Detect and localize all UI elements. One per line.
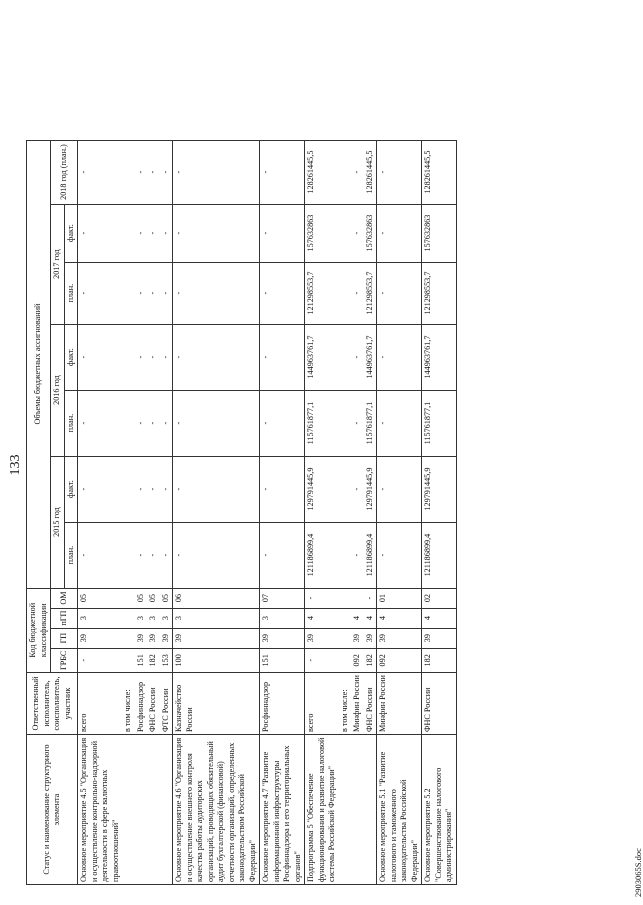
cell-pgp: 3 xyxy=(135,608,148,628)
cell-2015-plan: - xyxy=(135,522,148,588)
cell-2017-plan: 121298553,7 xyxy=(305,262,339,324)
cell-gp: 39 xyxy=(147,628,160,648)
header-plan: план. xyxy=(64,262,78,324)
cell-om xyxy=(122,588,135,608)
cell-2016-fact xyxy=(122,324,135,390)
cell-2015-fact: - xyxy=(78,456,123,522)
cell-om xyxy=(351,588,364,608)
cell-pgp xyxy=(122,608,135,628)
cell-2016-fact xyxy=(339,324,352,390)
table-row xyxy=(78,140,123,884)
cell-2015-fact xyxy=(339,456,352,522)
cell-2017-fact: 157632863 xyxy=(305,204,339,262)
cell-name xyxy=(147,735,160,885)
cell-executor: ФНС России xyxy=(364,673,377,735)
cell-grbs: 151 xyxy=(260,648,305,672)
table-row xyxy=(147,140,160,884)
cell-2015-fact: - xyxy=(260,456,305,522)
cell-2016-plan: - xyxy=(160,390,173,456)
cell-om: 02 xyxy=(422,588,457,608)
cell-2017-fact: - xyxy=(377,204,422,262)
cell-om: 07 xyxy=(260,588,305,608)
cell-gp: 39 xyxy=(364,628,377,648)
page-number: 133 xyxy=(8,454,23,476)
cell-gp: 39 xyxy=(135,628,148,648)
table-row xyxy=(364,140,377,884)
header-pgp: пГП xyxy=(51,608,78,628)
cell-om: 05 xyxy=(147,588,160,608)
cell-executor: Минфин России xyxy=(351,673,364,735)
cell-om: 01 xyxy=(377,588,422,608)
cell-2016-plan: 115761877,1 xyxy=(364,390,377,456)
cell-executor: ФНС России xyxy=(147,673,160,735)
header-grbs: ГРБС xyxy=(51,648,78,672)
cell-2016-plan: - xyxy=(377,390,422,456)
cell-name: Основное мероприятие 4.6 "Организация и осуществление внешнего контроля качества работы аудиторских организаций, проводящих обязательный аудит бухгалтерской (финансовой) отчетности организаций, определенных законодательством Российской Федерации" xyxy=(173,735,260,885)
cell-2016-plan xyxy=(339,390,352,456)
cell-2015-plan: - xyxy=(147,522,160,588)
cell-grbs: 182 xyxy=(422,648,457,672)
header-plan: план. xyxy=(64,390,78,456)
header-volumes: Объемы бюджетных ассигнований xyxy=(27,140,51,588)
cell-2016-fact: - xyxy=(147,324,160,390)
cell-name xyxy=(135,735,148,885)
cell-2016-plan: - xyxy=(260,390,305,456)
cell-om: 05 xyxy=(135,588,148,608)
cell-2016-plan: - xyxy=(147,390,160,456)
cell-pgp: 3 xyxy=(173,608,260,628)
cell-executor: всего xyxy=(78,673,123,735)
cell-gp: 39 xyxy=(351,628,364,648)
cell-executor: в том числе: xyxy=(339,673,352,735)
header-gp: ГП xyxy=(51,628,78,648)
cell-grbs: 182 xyxy=(147,648,160,672)
cell-grbs: - xyxy=(305,648,339,672)
cell-grbs: 182 xyxy=(364,648,377,672)
header-year-2016: 2016 год xyxy=(51,324,65,456)
cell-2015-plan: 121186899,4 xyxy=(305,522,339,588)
cell-grbs: 151 xyxy=(135,648,148,672)
cell-2016-plan: 115761877,1 xyxy=(305,390,339,456)
cell-2015-fact: 129791445,9 xyxy=(305,456,339,522)
header-code-group: Код бюджетной классификации xyxy=(27,588,51,672)
cell-2018-plan: 128261445,5 xyxy=(305,140,339,204)
cell-2017-fact: - xyxy=(135,204,148,262)
cell-2015-plan: 121186899,4 xyxy=(422,522,457,588)
cell-gp xyxy=(339,628,352,648)
cell-2015-plan xyxy=(122,522,135,588)
cell-2015-plan: - xyxy=(377,522,422,588)
cell-2016-fact: 144963761,7 xyxy=(305,324,339,390)
header-year-2017: 2017 год xyxy=(51,204,65,324)
cell-2016-fact: - xyxy=(351,324,364,390)
cell-2018-plan: 128261445,5 xyxy=(422,140,457,204)
budget-table xyxy=(26,140,457,885)
cell-2015-fact: 129791445,9 xyxy=(422,456,457,522)
header-fact: факт. xyxy=(64,324,78,390)
cell-2016-fact: 144963761,7 xyxy=(422,324,457,390)
cell-2018-plan xyxy=(339,140,352,204)
cell-gp: 39 xyxy=(173,628,260,648)
cell-2017-plan: - xyxy=(147,262,160,324)
table-row xyxy=(122,140,135,884)
cell-om: 05 xyxy=(160,588,173,608)
cell-name: Основное мероприятие 4.5 "Организация и осуществление контрольно-надзорной деятельности в сфере валютных правоотношений" xyxy=(78,735,123,885)
cell-2018-plan: - xyxy=(147,140,160,204)
cell-2015-plan xyxy=(339,522,352,588)
table-row xyxy=(135,140,148,884)
cell-2017-fact: 157632863 xyxy=(422,204,457,262)
table-row xyxy=(377,140,422,884)
cell-name: Подпрограмма 5 "Обеспечение функционирования и развитие налоговой системы Российской Федерации" xyxy=(305,735,339,885)
cell-gp xyxy=(122,628,135,648)
cell-2018-plan: - xyxy=(260,140,305,204)
cell-2015-fact: - xyxy=(135,456,148,522)
table-body xyxy=(78,140,457,884)
table-row xyxy=(422,140,457,884)
cell-name: Основное мероприятие 5.2 "Совершенствование налогового администрирования" xyxy=(422,735,457,885)
cell-2018-plan: - xyxy=(173,140,260,204)
table-row xyxy=(351,140,364,884)
cell-2016-fact: 144963761,7 xyxy=(364,324,377,390)
cell-2018-plan: - xyxy=(78,140,123,204)
cell-pgp: 3 xyxy=(260,608,305,628)
footer-filename: 2903065S.doc xyxy=(633,848,643,897)
cell-2016-fact: - xyxy=(173,324,260,390)
cell-2017-plan: - xyxy=(377,262,422,324)
cell-2015-fact: - xyxy=(173,456,260,522)
cell-2016-plan: - xyxy=(78,390,123,456)
cell-2017-fact: 157632863 xyxy=(364,204,377,262)
cell-om: - xyxy=(305,588,339,608)
cell-pgp xyxy=(339,608,352,628)
cell-2018-plan: - xyxy=(351,140,364,204)
cell-2017-plan xyxy=(339,262,352,324)
cell-grbs: 100 xyxy=(173,648,260,672)
cell-2017-plan: - xyxy=(160,262,173,324)
cell-2017-fact: - xyxy=(351,204,364,262)
cell-grbs: 153 xyxy=(160,648,173,672)
cell-2015-fact: - xyxy=(377,456,422,522)
cell-2017-plan: - xyxy=(351,262,364,324)
cell-om: 05 xyxy=(78,588,123,608)
cell-gp: 39 xyxy=(160,628,173,648)
cell-name: Основное мероприятие 5.1 "Развитие налогового и таможенного законодательства Российской Федерации" xyxy=(377,735,422,885)
table-row xyxy=(173,140,260,884)
cell-2015-plan: - xyxy=(160,522,173,588)
cell-name xyxy=(122,735,135,885)
cell-2017-fact: - xyxy=(78,204,123,262)
table-row xyxy=(160,140,173,884)
cell-gp: 39 xyxy=(377,628,422,648)
cell-2017-plan: - xyxy=(78,262,123,324)
cell-2017-fact: - xyxy=(160,204,173,262)
table-row xyxy=(339,140,352,884)
cell-executor: Росфиннадзор xyxy=(135,673,148,735)
header-fact: факт. xyxy=(64,456,78,522)
cell-om: 06 xyxy=(173,588,260,608)
cell-2015-plan: - xyxy=(78,522,123,588)
table-row xyxy=(305,140,339,884)
cell-name xyxy=(351,735,364,885)
cell-gp: 39 xyxy=(422,628,457,648)
header-executor: Ответственный исполнитель, соисполнитель, участник xyxy=(27,673,78,735)
cell-name xyxy=(364,735,377,885)
cell-2015-plan: - xyxy=(173,522,260,588)
cell-2017-plan: 121298553,7 xyxy=(422,262,457,324)
cell-grbs xyxy=(122,648,135,672)
cell-gp: 39 xyxy=(260,628,305,648)
cell-2016-fact: - xyxy=(78,324,123,390)
cell-2017-fact xyxy=(339,204,352,262)
cell-pgp: 4 xyxy=(351,608,364,628)
cell-pgp: 4 xyxy=(305,608,339,628)
table-row xyxy=(260,140,305,884)
cell-2018-plan: - xyxy=(377,140,422,204)
cell-2016-plan: - xyxy=(173,390,260,456)
cell-2015-plan: - xyxy=(351,522,364,588)
cell-om xyxy=(339,588,352,608)
cell-2015-fact: 129791445,9 xyxy=(364,456,377,522)
cell-2016-plan: 115761877,1 xyxy=(422,390,457,456)
cell-2016-plan xyxy=(122,390,135,456)
header-year-2015: 2015 год xyxy=(51,456,65,588)
cell-2017-plan: - xyxy=(260,262,305,324)
cell-executor: Казначейство России xyxy=(173,673,260,735)
cell-executor: ФТС России xyxy=(160,673,173,735)
cell-grbs: 092 xyxy=(377,648,422,672)
cell-pgp: 3 xyxy=(160,608,173,628)
cell-pgp: 4 xyxy=(377,608,422,628)
cell-2017-fact: - xyxy=(173,204,260,262)
header-status: Статус и наименование структурного элемента xyxy=(27,735,78,885)
cell-2017-plan xyxy=(122,262,135,324)
header-om: ОМ xyxy=(51,588,78,608)
cell-2016-fact: - xyxy=(135,324,148,390)
cell-name: Основное мероприятие 4.7 "Развитие информационной инфраструктуры Росфиннадзора и его территориальных органов" xyxy=(260,735,305,885)
cell-2016-fact: - xyxy=(260,324,305,390)
cell-grbs: - xyxy=(78,648,123,672)
cell-pgp: 4 xyxy=(422,608,457,628)
cell-2015-plan: 121186899,4 xyxy=(364,522,377,588)
cell-pgp: 4 xyxy=(364,608,377,628)
cell-2016-plan: - xyxy=(351,390,364,456)
cell-2017-fact: - xyxy=(147,204,160,262)
cell-2017-plan: - xyxy=(135,262,148,324)
cell-gp: 39 xyxy=(305,628,339,648)
cell-grbs xyxy=(339,648,352,672)
cell-om: - xyxy=(364,588,377,608)
cell-2016-plan: - xyxy=(135,390,148,456)
cell-2018-plan: 128261445,5 xyxy=(364,140,377,204)
cell-executor: в том числе: xyxy=(122,673,135,735)
cell-pgp: 3 xyxy=(78,608,123,628)
cell-executor: Минфин России xyxy=(377,673,422,735)
cell-2015-fact: - xyxy=(351,456,364,522)
cell-grbs: 092 xyxy=(351,648,364,672)
cell-executor: всего xyxy=(305,673,339,735)
cell-2018-plan: - xyxy=(160,140,173,204)
cell-2015-fact: - xyxy=(160,456,173,522)
header-year-2018: 2018 год (план.) xyxy=(51,140,78,204)
cell-2018-plan: - xyxy=(135,140,148,204)
cell-2017-fact: - xyxy=(260,204,305,262)
cell-2017-plan: 121298553,7 xyxy=(364,262,377,324)
cell-2015-fact xyxy=(122,456,135,522)
cell-2016-fact: - xyxy=(160,324,173,390)
cell-gp: 39 xyxy=(78,628,123,648)
header-plan: план. xyxy=(64,522,78,588)
cell-2017-fact xyxy=(122,204,135,262)
cell-executor: Росфиннадзор xyxy=(260,673,305,735)
cell-2016-fact: - xyxy=(377,324,422,390)
header-fact: факт. xyxy=(64,204,78,262)
cell-pgp: 3 xyxy=(147,608,160,628)
cell-name xyxy=(339,735,352,885)
cell-2017-plan: - xyxy=(173,262,260,324)
cell-2015-fact: - xyxy=(147,456,160,522)
cell-executor: ФНС России xyxy=(422,673,457,735)
cell-2015-plan: - xyxy=(260,522,305,588)
cell-name xyxy=(160,735,173,885)
cell-2018-plan xyxy=(122,140,135,204)
